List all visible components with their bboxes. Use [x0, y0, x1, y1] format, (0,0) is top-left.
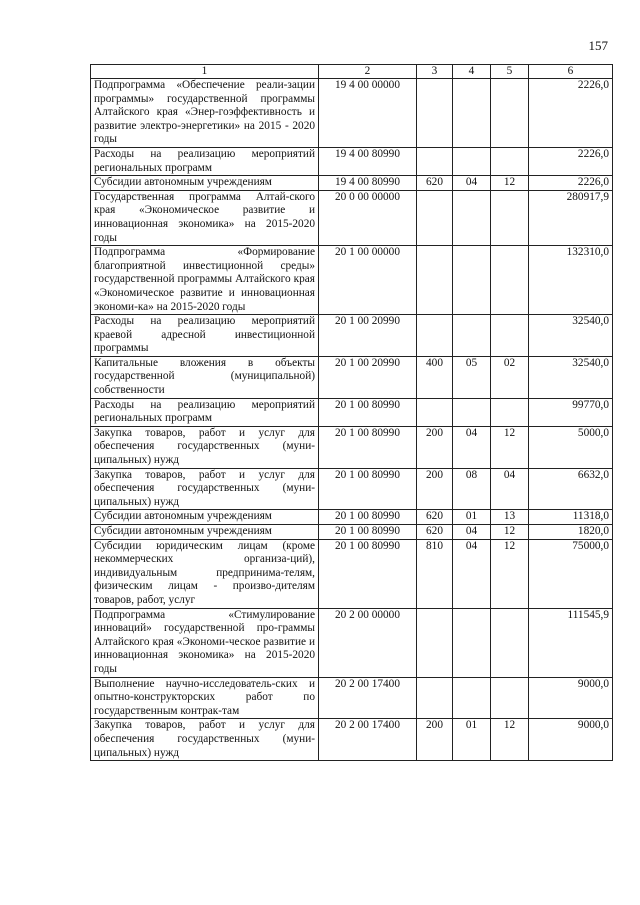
row-amount-cell: 32540,0	[529, 356, 613, 398]
row-rz-cell: 04	[453, 539, 491, 608]
row-name-cell: Расходы на реализацию мероприятий региональных программ	[91, 147, 319, 175]
row-rz-cell	[453, 315, 491, 357]
row-vr-cell: 200	[417, 426, 453, 468]
table-row	[91, 176, 613, 191]
row-name-cell: Расходы на реализацию мероприятий региональных программ	[91, 398, 319, 426]
row-vr-cell: 200	[417, 468, 453, 510]
table-row	[91, 315, 613, 357]
row-amount-cell: 132310,0	[529, 246, 613, 315]
row-code-cell: 20 1 00 80990	[319, 525, 417, 540]
row-rz-cell: 01	[453, 719, 491, 761]
row-vr-cell: 620	[417, 525, 453, 540]
row-code-cell: 20 1 00 80990	[319, 468, 417, 510]
row-amount-cell: 5000,0	[529, 426, 613, 468]
table-row	[91, 79, 613, 148]
row-name-cell: Субсидии юридическим лицам (кроме некоммерческих организа-ций), индивидуальным предпринима-телям, физическим лицам - произво-дителям товаров, работ, услуг	[91, 539, 319, 608]
row-pr-cell	[491, 190, 529, 245]
row-name-cell: Выполнение научно-исследователь-ских и опытно-конструкторских работ по государственным контрак-там	[91, 677, 319, 719]
row-code-cell: 19 4 00 00000	[319, 79, 417, 148]
row-name-cell: Закупка товаров, работ и услуг для обеспечения государственных (муни-ципальных) нужд	[91, 719, 319, 761]
row-name-cell: Субсидии автономным учреждениям	[91, 525, 319, 540]
row-rz-cell: 04	[453, 525, 491, 540]
row-rz-cell: 01	[453, 510, 491, 525]
row-vr-cell: 620	[417, 176, 453, 191]
row-pr-cell	[491, 79, 529, 148]
row-name-cell: Субсидии автономным учреждениям	[91, 176, 319, 191]
budget-table	[90, 64, 613, 761]
table-row	[91, 677, 613, 719]
row-amount-cell: 99770,0	[529, 398, 613, 426]
row-code-cell: 20 2 00 17400	[319, 719, 417, 761]
row-vr-cell	[417, 190, 453, 245]
row-amount-cell: 111545,9	[529, 608, 613, 677]
row-name-cell: Подпрограмма «Формирование благоприятной инвестиционной среды» государственной программы Алтайского края «Экономическое развитие и инновационная экономи-ка» на 2015-2020 годы	[91, 246, 319, 315]
table-row	[91, 608, 613, 677]
page-number: 157	[588, 38, 608, 53]
row-pr-cell: 02	[491, 356, 529, 398]
row-pr-cell: 12	[491, 539, 529, 608]
row-name-cell: Закупка товаров, работ и услуг для обеспечения государственных (муни-ципальных) нужд	[91, 468, 319, 510]
row-rz-cell	[453, 608, 491, 677]
column-header: 6	[529, 65, 613, 79]
row-rz-cell	[453, 677, 491, 719]
row-amount-cell: 2226,0	[529, 147, 613, 175]
row-pr-cell	[491, 677, 529, 719]
row-code-cell: 19 4 00 80990	[319, 176, 417, 191]
row-code-cell: 20 2 00 00000	[319, 608, 417, 677]
row-amount-cell: 9000,0	[529, 719, 613, 761]
row-vr-cell	[417, 608, 453, 677]
row-vr-cell: 810	[417, 539, 453, 608]
row-name-cell: Подпрограмма «Стимулирование инноваций» государственной про-граммы Алтайского края «Экономи-ческое развитие и инновационная экономика» на 2015-2020 годы	[91, 608, 319, 677]
row-name-cell: Подпрограмма «Обеспечение реали-зации программы» государственной программы Алтайского края «Энер-гоэффективность и развитие электро-энергетики» на 2015 - 2020 годы	[91, 79, 319, 148]
table-row	[91, 719, 613, 761]
row-pr-cell	[491, 147, 529, 175]
row-code-cell: 20 1 00 20990	[319, 356, 417, 398]
row-pr-cell	[491, 398, 529, 426]
row-code-cell: 20 1 00 80990	[319, 398, 417, 426]
row-vr-cell	[417, 677, 453, 719]
row-vr-cell	[417, 315, 453, 357]
column-header: 1	[91, 65, 319, 79]
row-code-cell: 20 0 00 00000	[319, 190, 417, 245]
table-row	[91, 426, 613, 468]
row-amount-cell: 1820,0	[529, 525, 613, 540]
table-row	[91, 398, 613, 426]
row-vr-cell: 400	[417, 356, 453, 398]
row-pr-cell: 04	[491, 468, 529, 510]
row-rz-cell	[453, 246, 491, 315]
row-rz-cell: 08	[453, 468, 491, 510]
row-pr-cell	[491, 608, 529, 677]
row-name-cell: Субсидии автономным учреждениям	[91, 510, 319, 525]
row-code-cell: 20 1 00 80990	[319, 426, 417, 468]
row-amount-cell: 2226,0	[529, 176, 613, 191]
row-code-cell: 20 2 00 17400	[319, 677, 417, 719]
row-name-cell: Капитальные вложения в объекты государственной (муниципальной) собственности	[91, 356, 319, 398]
row-code-cell: 19 4 00 80990	[319, 147, 417, 175]
row-amount-cell: 9000,0	[529, 677, 613, 719]
row-code-cell: 20 1 00 80990	[319, 510, 417, 525]
row-amount-cell: 2226,0	[529, 79, 613, 148]
row-amount-cell: 6632,0	[529, 468, 613, 510]
row-pr-cell	[491, 246, 529, 315]
row-code-cell: 20 1 00 80990	[319, 539, 417, 608]
row-name-cell: Расходы на реализацию мероприятий краевой адресной инвестиционной программы	[91, 315, 319, 357]
column-header: 2	[319, 65, 417, 79]
row-vr-cell	[417, 147, 453, 175]
row-rz-cell	[453, 398, 491, 426]
row-pr-cell: 12	[491, 176, 529, 191]
column-header: 4	[453, 65, 491, 79]
table-row	[91, 510, 613, 525]
row-rz-cell	[453, 190, 491, 245]
header-row	[91, 65, 613, 79]
table-row	[91, 525, 613, 540]
row-amount-cell: 280917,9	[529, 190, 613, 245]
table-row	[91, 356, 613, 398]
row-rz-cell: 05	[453, 356, 491, 398]
row-vr-cell	[417, 398, 453, 426]
row-amount-cell: 11318,0	[529, 510, 613, 525]
row-pr-cell	[491, 315, 529, 357]
row-pr-cell: 12	[491, 719, 529, 761]
row-name-cell: Закупка товаров, работ и услуг для обеспечения государственных (муни-ципальных) нужд	[91, 426, 319, 468]
row-pr-cell: 13	[491, 510, 529, 525]
row-rz-cell	[453, 147, 491, 175]
row-vr-cell	[417, 79, 453, 148]
row-amount-cell: 75000,0	[529, 539, 613, 608]
row-pr-cell: 12	[491, 525, 529, 540]
row-rz-cell	[453, 79, 491, 148]
row-vr-cell: 200	[417, 719, 453, 761]
row-vr-cell	[417, 246, 453, 315]
table-row	[91, 246, 613, 315]
column-header: 5	[491, 65, 529, 79]
row-pr-cell: 12	[491, 426, 529, 468]
table-row	[91, 190, 613, 245]
row-vr-cell: 620	[417, 510, 453, 525]
row-name-cell: Государственная программа Алтай-ского края «Экономическое развитие и инновационная экономика» на 2015-2020 годы	[91, 190, 319, 245]
row-rz-cell: 04	[453, 426, 491, 468]
row-rz-cell: 04	[453, 176, 491, 191]
column-header: 3	[417, 65, 453, 79]
row-code-cell: 20 1 00 00000	[319, 246, 417, 315]
table-row	[91, 539, 613, 608]
table-row	[91, 147, 613, 175]
row-code-cell: 20 1 00 20990	[319, 315, 417, 357]
row-amount-cell: 32540,0	[529, 315, 613, 357]
table-row	[91, 468, 613, 510]
